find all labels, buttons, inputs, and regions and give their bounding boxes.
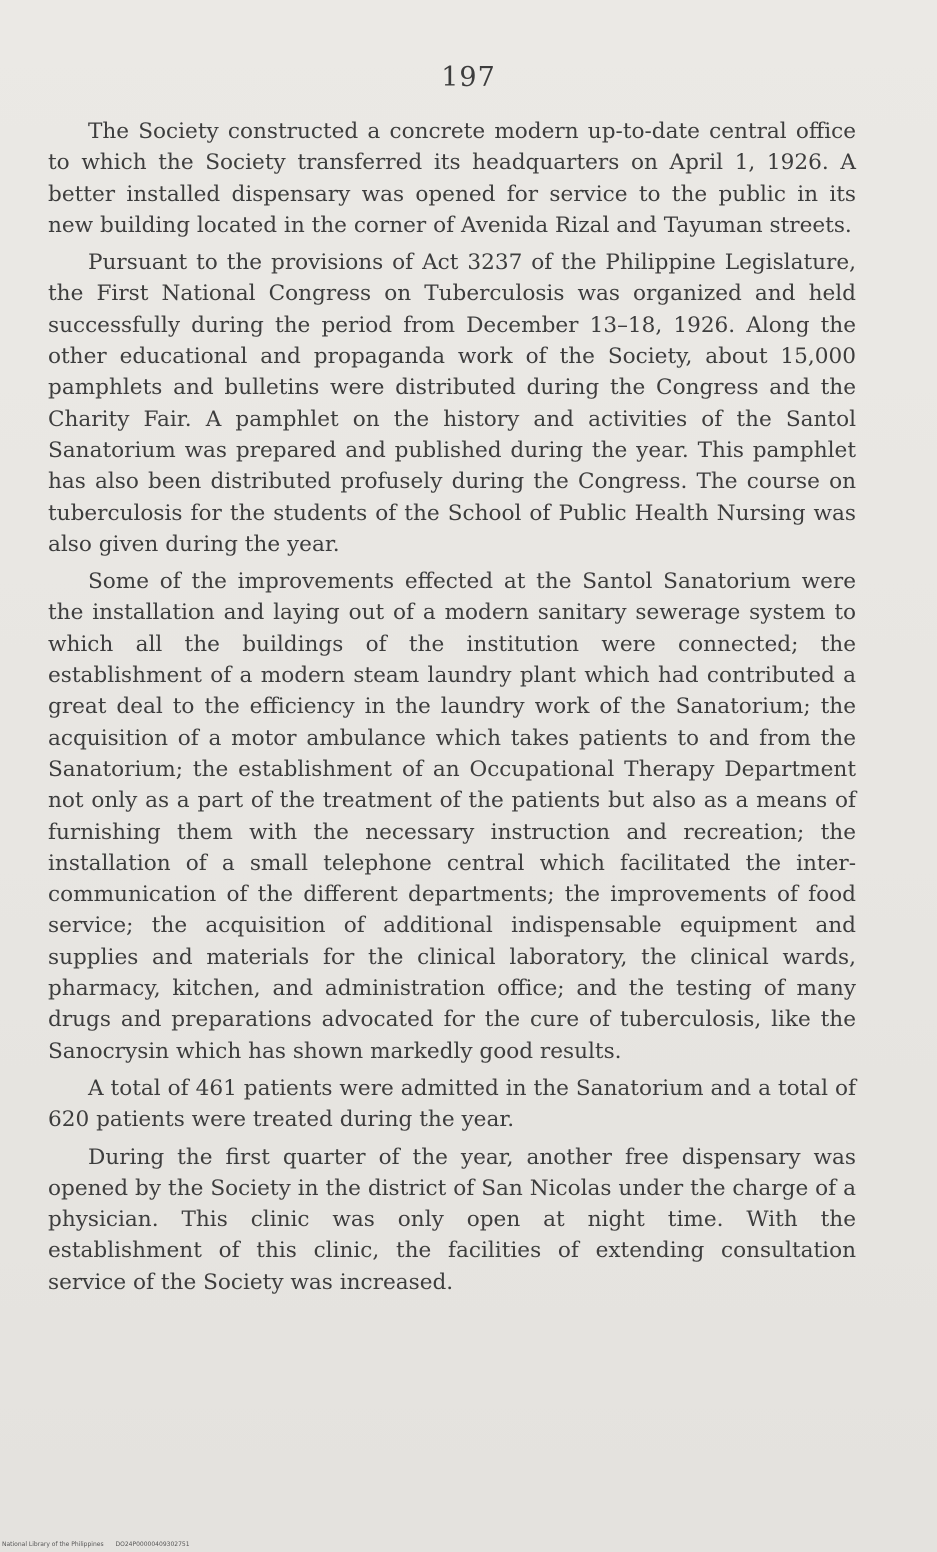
paragraph-patient-totals: A total of 461 patients were admitted in the Sanatorium and a total of 620 patients were treated during the year.	[48, 1075, 856, 1133]
page-number: 197	[441, 62, 496, 93]
paragraph-central-office: The Society constructed a concrete modern up-to-date central office to which the Society transferred its headquarters on April 1, 1926. A better installed dispensary was opened for service to the public in its new building located in the corner of Avenida Rizal and Tayuman streets.	[48, 119, 856, 238]
paragraph-national-congress: Pursuant to the provisions of Act 3237 of the Philippine Legislature, the First National Congress on Tuberculosis was organized and held successfully during the period from December 13–18, 1926. Along the other educational and propaganda work of the Society, about 15,000 pamphlets and bulletins were distributed during the Congress and the Charity Fair. A pamphlet on the history and activities of the Santol Sanatorium was prepared and published during the year. This pamphlet has also been distributed profusely during the Congress. The course on tuberculosis for the students of the School of Public Health Nursing was also given during the year.	[48, 250, 856, 557]
paragraph-san-nicolas-dispensary: During the first quarter of the year, another free dispensary was opened by the Society in the district of San Nicolas under the charge of a physician. This clinic was only open at night time. With the establishment of this clinic, the facilities of extending consultation service of the Society was increased.	[48, 1144, 856, 1295]
footer-code: DO24P00000409302751	[115, 1541, 190, 1548]
paragraph-sanatorium-improvements: Some of the improvements effected at the Santol Sanatorium were the installation and laying out of a modern sanitary sewerage system to which all the buildings of the institution were connected; the establishment of a modern steam laundry plant which had contributed a great deal to the efficiency in the laundry work of the Sanatorium; the acquisition of a motor ambulance which takes patients to and from the Sanatorium; the establishment of an Occupational Therapy Department not only as a part of the treatment of the patients but also as a means of furnishing them with the necessary instruction and recreation; the installation of a small telephone central which facilitated the inter-communication of the different departments; the improvements of food service; the acquisition of additional indispensable equipment and supplies and materials for the clinical laboratory, the clinical wards, pharmacy, kitchen, and administration office; and the testing of many drugs and preparations advocated for the cure of tuberculosis, like the Sanocrysin which has shown markedly good results.	[48, 569, 856, 1064]
footer-library: National Library of the Philippines	[2, 1541, 104, 1548]
footer-credit	[2, 1541, 190, 1548]
body-text	[48, 116, 856, 1304]
